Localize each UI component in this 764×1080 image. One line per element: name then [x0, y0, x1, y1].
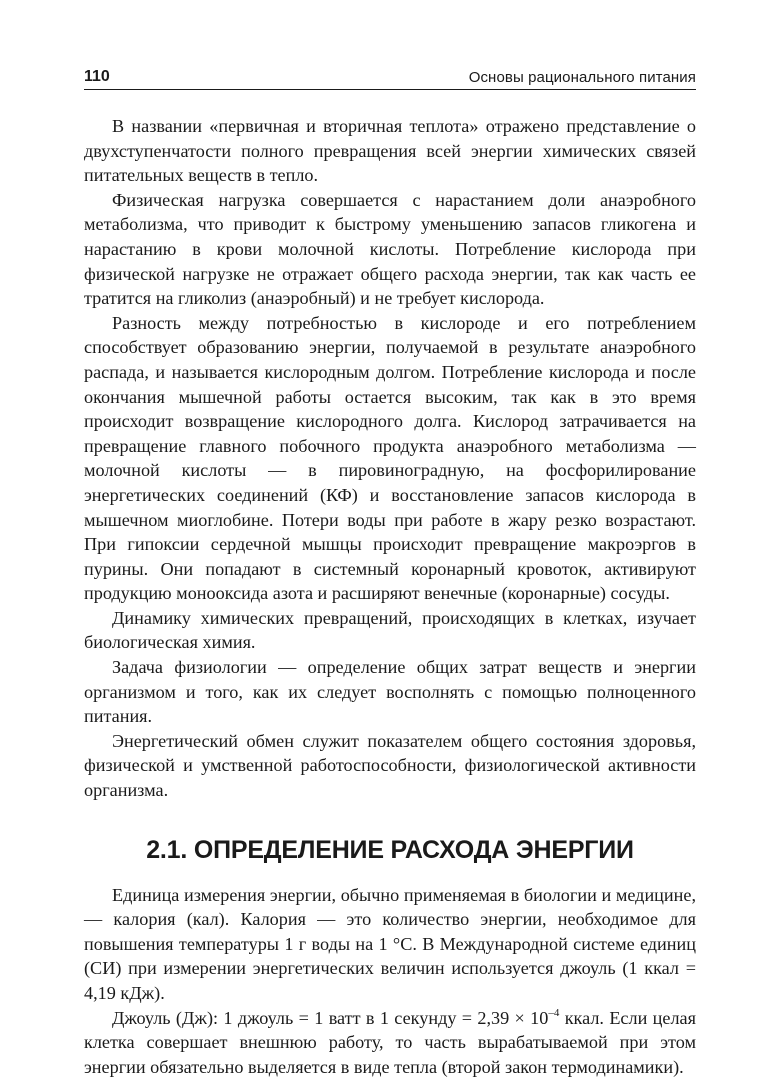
paragraph: Энергетический обмен служит показателем общего состояния здоровья, физической и умственной работоспособности, физиологической активности организма. — [84, 730, 696, 801]
exponent: –4 — [548, 1006, 560, 1019]
paragraph: Физическая нагрузка совершается с нарастанием доли анаэробного метаболизма, что приводит к быстрому уменьшению запасов гликогена и нарастанию в крови молочной кислоты. Потребление кислорода при физической нагрузке не отражает общего расхода энергии, так как часть ее тратится на гликолиз (анаэробный) и не требует кислорода. — [84, 189, 696, 309]
body-text — [84, 114, 696, 1079]
book-title: Основы рационального питания — [468, 69, 696, 86]
paragraph-text: Джоуль (Дж): 1 джоуль = 1 ватт в 1 секунду = 2,39 × 10 — [112, 1007, 549, 1028]
paragraph: Разность между потребностью в кислороде и его потреблением способствует образованию энергии, получаемой в результате анаэробного распада, и называется кислородным долгом. Потребление кислорода и после окончания мышечной работы остается высоким, так как в это время происходит возвращение кислородного долга. Кислород затрачивается на превращение главного побочного продукта анаэробного метаболизма — молочной кислоты — в пировиноградную, на фосфорилирование энергетических соединений (КФ) и восстановление запасов кислорода в мышечном миоглобине. Потери воды при работе в жару резко возрастают. При гипоксии сердечной мышцы происходит превращение макроэргов в пурины. Они попадают в системный коронарный кровоток, активируют продукцию монооксида азота и расширяют венечные (коронарные) сосуды. — [84, 312, 696, 604]
book-page — [84, 58, 696, 1079]
paragraph: В названии «первичная и вторичная теплота» отражено представление о двухступенчатости полного превращения всей энергии химических связей питательных веществ в тепло. — [84, 116, 696, 186]
paragraph-text: ккал. Если целая клетка совершает внешнюю работу, то часть вырабатываемой при этом энергии обязательно выделяется в виде тепла (второй закон термодинамики). — [84, 1007, 696, 1077]
paragraph: Единица измерения энергии, обычно применяемая в биологии и медицине, — калория (кал). Калория — это количество энергии, необходимое для повышения температуры 1 г воды на 1 °С. В Международной системе единиц (СИ) при измерении энергетических величин используется джоуль (1 ккал = 4,19 кДж). — [84, 884, 696, 1003]
paragraph: Динамику химических превращений, происходящих в клетках, изучает биологическая химия. — [84, 607, 696, 653]
running-header — [84, 58, 696, 90]
paragraph — [84, 1006, 696, 1080]
page-number: 110 — [84, 68, 110, 85]
paragraph: Задача физиологии — определение общих затрат веществ и энергии организмом и того, как их следует восполнять с помощью полноценного питания. — [84, 657, 696, 727]
section-heading: 2.1. ОПРЕДЕЛЕНИЕ РАСХОДА ЭНЕРГИИ — [146, 835, 634, 864]
